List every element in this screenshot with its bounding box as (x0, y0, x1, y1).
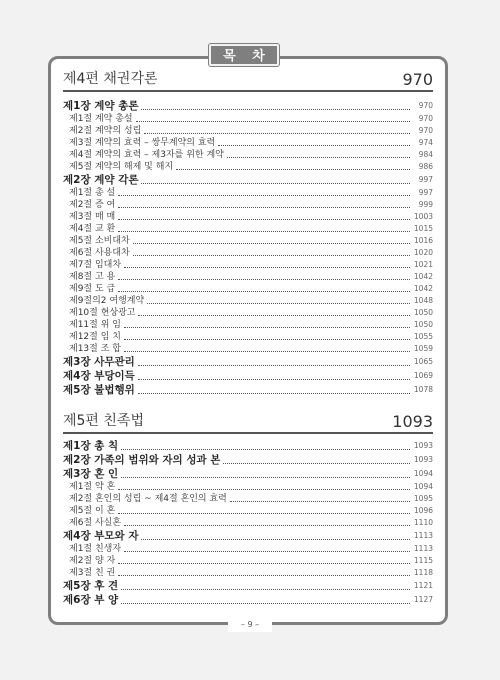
toc-section-row (63, 343, 433, 355)
toc-entry-label: 제8절 고 용 (69, 272, 116, 282)
toc-entry-page: 970 (418, 114, 433, 123)
toc-entry-page: 1113 (413, 544, 433, 553)
toc-entry-label: 제2장 계약 각론 (63, 174, 139, 186)
toc-entry-label: 제11절 위 임 (69, 320, 121, 330)
page-number: – 9 – (228, 618, 272, 632)
toc-entry-page: 1127 (413, 595, 433, 604)
toc-entry-label: 제1절 총 설 (69, 188, 116, 198)
leader-dots (121, 589, 410, 590)
toc-entry-label: 제1절 계약 총설 (69, 114, 133, 124)
toc-entry-page: 1050 (413, 308, 433, 317)
leader-dots (118, 231, 410, 232)
leader-dots (230, 501, 410, 502)
toc-entry-page: 974 (418, 138, 433, 147)
toc-section-row (63, 331, 433, 343)
toc-entry-label: 제3절 매 매 (69, 212, 116, 222)
toc-entry-page: 1003 (413, 212, 433, 221)
toc-section-row (63, 187, 433, 199)
toc-entry-label: 제4절 교 환 (69, 224, 116, 234)
toc-chapter-row (63, 529, 433, 543)
toc-section-row (63, 493, 433, 505)
toc-entry-page: 1020 (413, 248, 433, 257)
toc-entry-page: 997 (418, 188, 433, 197)
toc-entry-page: 1096 (413, 506, 433, 515)
toc-section-row (63, 543, 433, 555)
toc-entry-label: 제2장 가족의 범위와 자의 성과 본 (63, 454, 221, 466)
toc-section-row (63, 283, 433, 295)
toc-chapter-row (63, 99, 433, 113)
toc-entry-label: 제12절 임 치 (69, 332, 121, 342)
toc-entry-label: 제2절 양 자 (69, 556, 116, 566)
toc-entry-label: 제5절 계약의 해제 및 해지 (69, 162, 174, 172)
leader-dots (124, 551, 410, 552)
part-page: 970 (402, 70, 433, 89)
toc-section-row (63, 223, 433, 235)
leader-dots (124, 267, 410, 268)
toc-section-row (63, 259, 433, 271)
leader-dots (141, 109, 410, 110)
toc-entry-page: 1095 (413, 494, 433, 503)
toc-section-row (63, 555, 433, 567)
toc-list-part-5 (63, 439, 433, 607)
toc-entry-page: 1094 (413, 482, 433, 491)
toc-list-part-4 (63, 99, 433, 397)
toc-entry-page: 1048 (413, 296, 433, 305)
toc-chapter-row (63, 453, 433, 467)
toc-entry-page: 970 (418, 126, 433, 135)
toc-chapter-row (63, 355, 433, 369)
toc-entry-page: 997 (418, 175, 433, 184)
toc-entry-label: 제5절 소비대차 (69, 236, 130, 246)
toc-entry-page: 1065 (413, 357, 433, 366)
toc-entry-label: 제3장 혼 인 (63, 468, 119, 480)
leader-dots (118, 279, 410, 280)
toc-entry-label: 제5절 이 혼 (69, 506, 116, 516)
toc-entry-page: 999 (418, 200, 433, 209)
toc-entry-label: 제1장 총 칙 (63, 440, 119, 452)
toc-section-row (63, 125, 433, 137)
toc-entry-label: 제2절 혼인의 성립 ~ 제4절 혼인의 효력 (69, 494, 227, 504)
toc-section-row (63, 199, 433, 211)
leader-dots (223, 463, 410, 464)
leader-dots (118, 291, 410, 292)
toc-entry-label: 제6절 사실혼 (69, 518, 122, 528)
toc-entry-page: 1016 (413, 236, 433, 245)
part-header-4 (63, 68, 433, 92)
toc-section-row (63, 211, 433, 223)
leader-dots (124, 525, 410, 526)
toc-section-row (63, 319, 433, 331)
toc-section-row (63, 517, 433, 529)
toc-entry-label: 제6절 사용대차 (69, 248, 130, 258)
leader-dots (133, 255, 410, 256)
leader-dots (124, 339, 410, 340)
toc-entry-label: 제1절 약 혼 (69, 482, 116, 492)
toc-entry-label: 제2절 증 여 (69, 200, 116, 210)
toc-chapter-row (63, 173, 433, 187)
leader-dots (138, 393, 410, 394)
toc-entry-page: 1094 (413, 469, 433, 478)
leader-dots (124, 327, 410, 328)
leader-dots (138, 365, 410, 366)
toc-entry-label: 제5장 후 견 (63, 580, 119, 592)
leader-dots (141, 183, 410, 184)
toc-chapter-row (63, 383, 433, 397)
leader-dots (176, 169, 410, 170)
toc-entry-page: 1121 (413, 581, 433, 590)
leader-dots (227, 157, 410, 158)
leader-dots (147, 303, 410, 304)
leader-dots (144, 133, 410, 134)
leader-dots (121, 449, 410, 450)
toc-entry-label: 제4장 부당이득 (63, 370, 135, 382)
toc-entry-page: 1059 (413, 344, 433, 353)
toc-entry-page: 1050 (413, 320, 433, 329)
toc-section-row (63, 481, 433, 493)
toc-entry-label: 제13절 조 합 (69, 344, 121, 354)
toc-section-row (63, 149, 433, 161)
toc-title: 목 차 (209, 44, 279, 66)
leader-dots (121, 603, 410, 604)
leader-dots (118, 219, 410, 220)
toc-section-row (63, 113, 433, 125)
toc-entry-label: 제3절 친 권 (69, 568, 116, 578)
toc-entry-page: 1110 (413, 518, 433, 527)
leader-dots (118, 513, 410, 514)
toc-entry-label: 제3절 계약의 효력 – 쌍무계약의 효력 (69, 138, 216, 148)
toc-entry-page: 1021 (413, 260, 433, 269)
toc-entry-label: 제3장 사무관리 (63, 356, 135, 368)
toc-entry-label: 제4절 계약의 효력 – 제3자를 위한 계약 (69, 150, 224, 160)
toc-entry-label: 제4장 부모와 자 (63, 530, 139, 542)
toc-entry-page: 1118 (413, 568, 433, 577)
leader-dots (136, 121, 410, 122)
leader-dots (118, 575, 410, 576)
part-header-5 (63, 410, 433, 434)
toc-section-row (63, 161, 433, 173)
toc-entry-page: 970 (418, 101, 433, 110)
toc-entry-label: 제1장 계약 총론 (63, 100, 139, 112)
toc-entry-page: 1113 (413, 531, 433, 540)
toc-entry-page: 1015 (413, 224, 433, 233)
toc-chapter-row (63, 439, 433, 453)
toc-chapter-row (63, 579, 433, 593)
leader-dots (118, 195, 410, 196)
toc-entry-label: 제6장 부 양 (63, 594, 119, 606)
leader-dots (118, 207, 410, 208)
toc-entry-page: 1042 (413, 272, 433, 281)
leader-dots (133, 243, 410, 244)
toc-entry-page: 1093 (413, 455, 433, 464)
toc-section-row (63, 137, 433, 149)
leader-dots (138, 315, 410, 316)
toc-entry-page: 984 (418, 150, 433, 159)
toc-entry-page: 1093 (413, 441, 433, 450)
toc-section-row (63, 505, 433, 517)
part-title: 제4편 채권각론 (63, 71, 158, 87)
toc-entry-page: 1115 (413, 556, 433, 565)
toc-section-row (63, 235, 433, 247)
toc-entry-page: 1078 (413, 385, 433, 394)
leader-dots (121, 477, 410, 478)
toc-entry-label: 제2절 계약의 성립 (69, 126, 142, 136)
toc-entry-label: 제5장 불법행위 (63, 384, 135, 396)
toc-section-row (63, 307, 433, 319)
toc-section-row (63, 567, 433, 579)
toc-entry-label: 제10절 현상광고 (69, 308, 136, 318)
leader-dots (118, 489, 410, 490)
leader-dots (118, 563, 410, 564)
toc-section-row (63, 247, 433, 259)
part-page: 1093 (392, 412, 433, 431)
toc-entry-label: 제1절 친생자 (69, 544, 122, 554)
leader-dots (124, 351, 410, 352)
toc-entry-page: 986 (418, 162, 433, 171)
toc-entry-page: 1042 (413, 284, 433, 293)
part-title: 제5편 친족법 (63, 413, 144, 429)
toc-chapter-row (63, 467, 433, 481)
toc-section-row (63, 271, 433, 283)
toc-entry-label: 제9절 도 급 (69, 284, 116, 294)
toc-chapter-row (63, 369, 433, 383)
leader-dots (138, 379, 410, 380)
toc-entry-label: 제7절 임대차 (69, 260, 122, 270)
toc-entry-page: 1069 (413, 371, 433, 380)
toc-entry-page: 1055 (413, 332, 433, 341)
toc-chapter-row (63, 593, 433, 607)
toc-section-row (63, 295, 433, 307)
toc-entry-label: 제9절의2 여행계약 (69, 296, 145, 306)
leader-dots (141, 539, 410, 540)
leader-dots (218, 145, 410, 146)
